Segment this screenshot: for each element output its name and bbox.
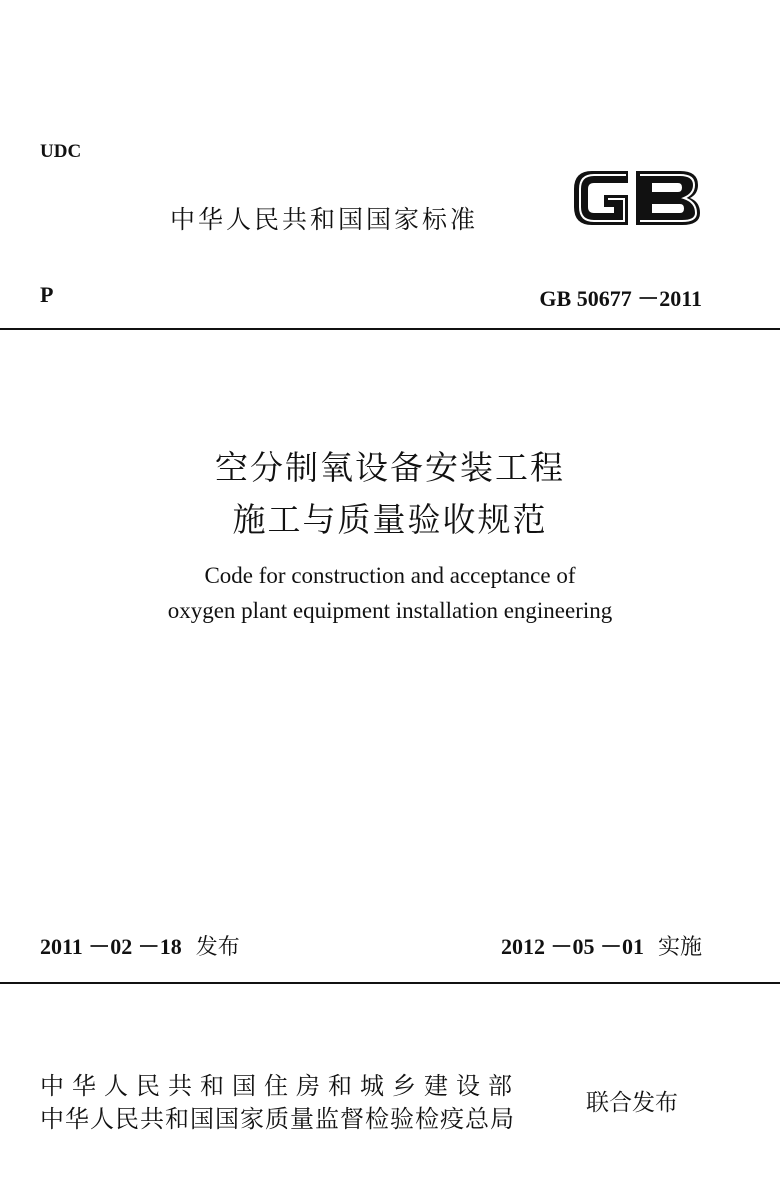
- title-zh-line2: 施工与质量验收规范: [232, 500, 548, 539]
- issue-label: 发布: [195, 935, 240, 960]
- title-zh-line1: 空分制氧设备安装工程: [215, 448, 565, 487]
- standard-number: GB 50677 －2011: [539, 286, 702, 311]
- gb-logo: [568, 163, 704, 233]
- issue-date-block: [40, 930, 240, 961]
- joint-publish-label: 联合发布: [586, 1090, 678, 1116]
- udc-label: UDC: [40, 141, 82, 162]
- publisher-line1: 中华人民共和国住房和城乡建设部: [40, 1072, 520, 1100]
- title-en-line1: Code for construction and acceptance of: [204, 563, 576, 588]
- implementation-date: 2012 －05 －01: [500, 934, 644, 959]
- top-divider: [0, 328, 780, 330]
- issue-date: 2011 －02 －18: [40, 934, 182, 959]
- implementation-date-block: [501, 930, 702, 961]
- publisher-line2: 中华人民共和国国家质量监督检验检疫总局: [40, 1105, 515, 1133]
- bottom-divider: [0, 982, 780, 984]
- standard-name: 中华人民共和国国家标准: [170, 205, 479, 234]
- title-en-line2: oxygen plant equipment installation engineering: [167, 598, 613, 623]
- class-code: P: [40, 282, 54, 307]
- implementation-label: 实施: [657, 935, 702, 960]
